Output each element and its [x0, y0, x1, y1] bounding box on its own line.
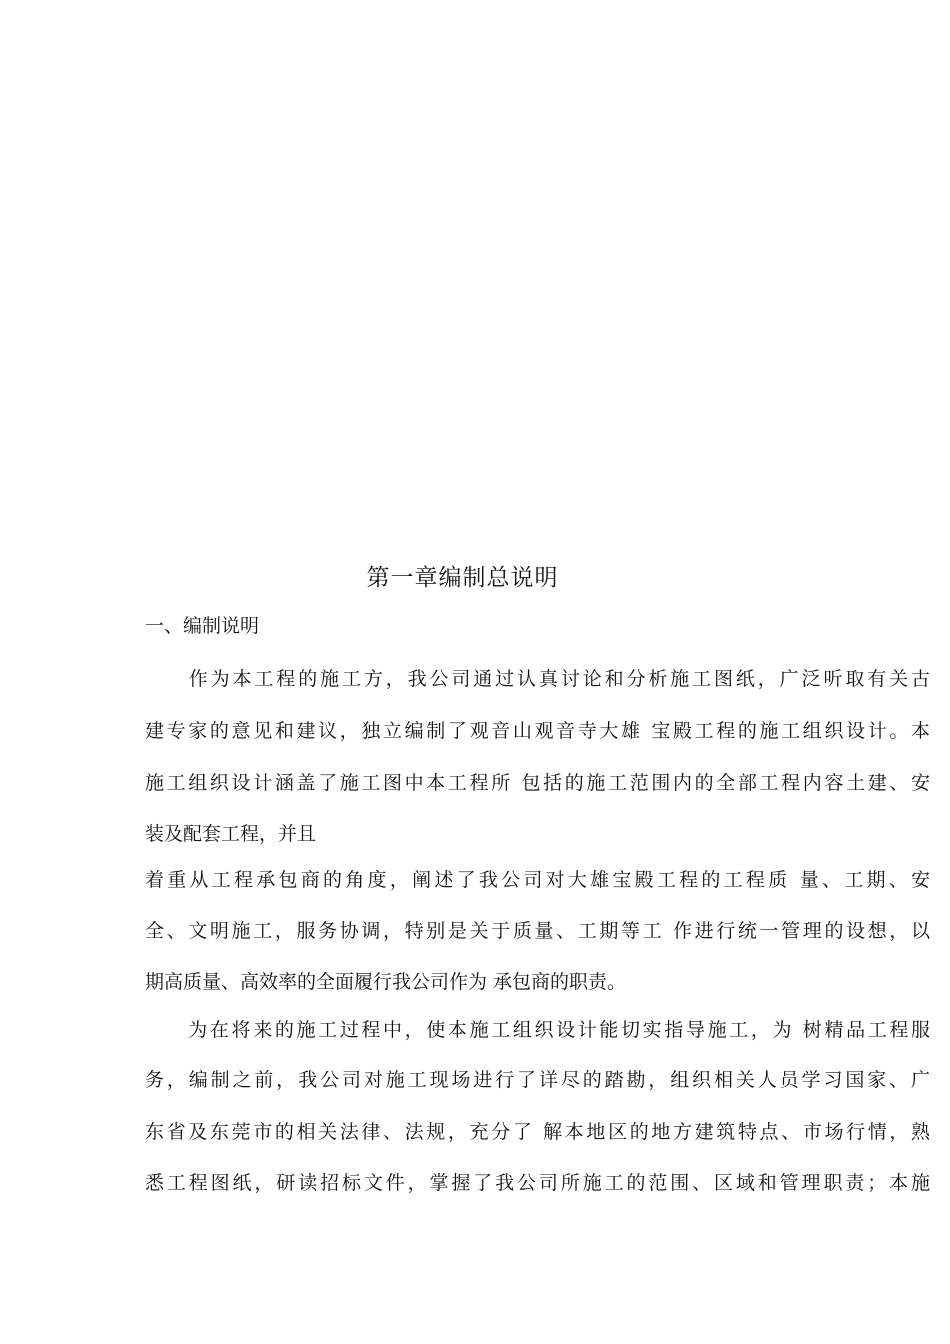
paragraph-1-line-4: 装及配套工程，并且	[145, 823, 317, 845]
paragraph-1-line-1: 作为本工程的施工方，我公司通过认真讨论和分析施工图纸，广泛听取有关古	[145, 668, 930, 690]
section-heading: 一、编制说明	[145, 615, 260, 637]
paragraph-3-line-1: 为在将来的施工过程中，使本施工组织设计能切实指导施工，为 树精品工程服	[145, 1019, 930, 1041]
paragraph-2-line-3: 期高质量、高效率的全面履行我公司作为 承包商的职责。	[145, 971, 627, 993]
paragraph-3-line-2: 务，编制之前，我公司对施工现场进行了详尽的踏勘，组织相关人员学习国家、广	[145, 1069, 930, 1091]
paragraph-2-line-2: 全、文明施工，服务协调，特别是关于质量、工期等工 作进行统一管理的设想，以	[145, 920, 930, 942]
paragraph-2-line-1: 着重从工程承包商的角度，阐述了我公司对大雄宝殿工程的工程质 量、工期、安	[145, 869, 930, 891]
paragraph-1-line-2: 建专家的意见和建议，独立编制了观音山观音寺大雄 宝殿工程的施工组织设计。本	[145, 720, 930, 742]
paragraph-1-line-3: 施工组织设计涵盖了施工图中本工程所 包括的施工范围内的全部工程内容土建、安	[145, 772, 930, 794]
chapter-title: 第一章编制总说明	[366, 565, 559, 591]
paragraph-3-line-3: 东省及东莞市的相关法律、法规，充分了 解本地区的地方建筑特点、市场行情，熟	[145, 1121, 930, 1143]
paragraph-3-line-4: 悉工程图纸，研读招标文件，掌握了我公司所施工的范围、区域和管理职责；本施	[145, 1172, 930, 1194]
